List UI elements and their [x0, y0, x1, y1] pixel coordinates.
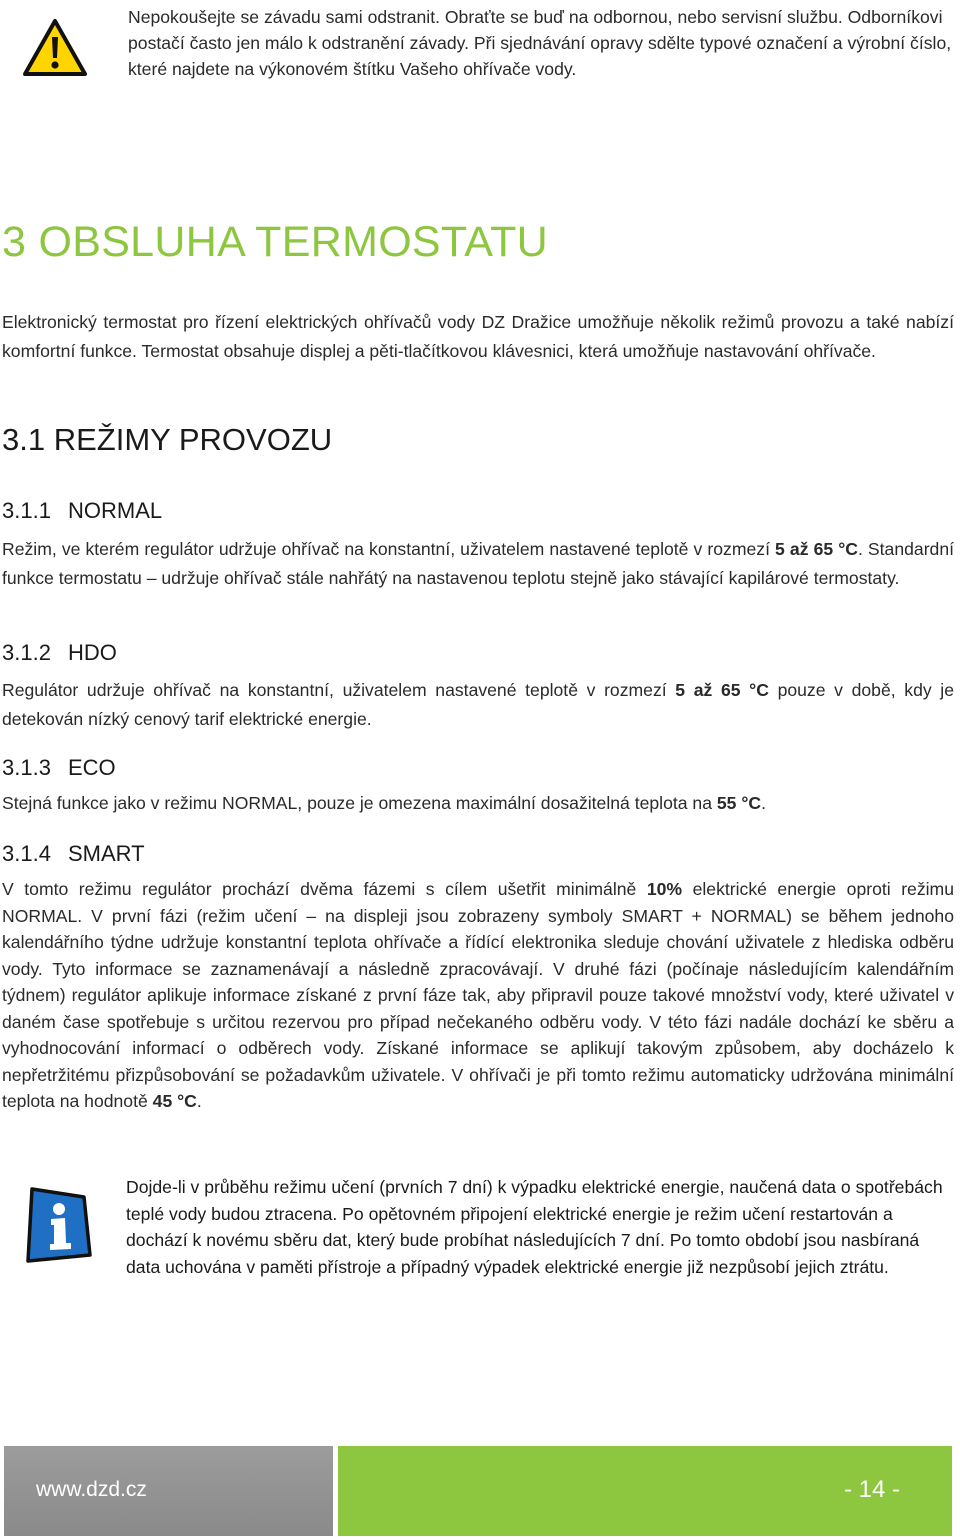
warning-notice: [0, 0, 960, 90]
warning-text: Nepokoušejte se závadu sami odstranit. Obraťte se buď na odbornou, nebo servisní službu. Odborníkovi postačí často jen málo k odstranění závady. Při sjednávání opravy sdělte typové označení a výrobní číslo, které najdete na výkonovém štítku Vašeho ohřívače vody.: [128, 7, 952, 79]
mode-description-eco: Stejná funkce jako v režimu NORMAL, pouze je omezena maximální dosažitelná teplota na 55 °C.: [2, 793, 766, 813]
footer-url-bar: [4, 1446, 333, 1536]
section-title: 3 OBSLUHA TERMOSTATU: [2, 218, 548, 266]
info-text: Dojde-li v průběhu režimu učení (prvních 7 dní) k výpadku elektrické energie, naučená data o spotřebách teplé vody budou ztracena. Po opětovném připojení elektrické energie je režim učení restartován a dochází k novému sběru dat, který bude probíhat následujících 7 dní. Po tomto období jsou nasbíraná data uchována v paměti přístroje a případný výpadek elektrické energie již nezpůsobí jejich ztrátu.: [126, 1177, 943, 1277]
footer-url[interactable]: www.dzd.cz: [36, 1478, 147, 1501]
subsection-title: 3.1 REŽIMY PROVOZU: [2, 422, 333, 457]
max-temperature: 55 °C: [716, 793, 762, 813]
mode-heading-hdo: [2, 640, 117, 666]
mode-description-normal: Režim, ve kterém regulátor udržuje ohřívač na konstantní, uživatelem nastavené teplotě v rozmezí 5 až 65 °C. Standardní funkce termostatu – udržuje ohřívač stále nahřátý na nastavenou teplotu stejně jako stávající kapilárové termostaty.: [2, 539, 955, 588]
mode-heading-eco: [2, 755, 116, 781]
mode-heading-normal: [2, 498, 162, 524]
footer-page-bar: [338, 1446, 952, 1536]
mode-heading-smart: [2, 841, 145, 867]
savings-percent: 10%: [646, 879, 683, 899]
mode-description-hdo: Regulátor udržuje ohřívač na konstantní, uživatelem nastavené teplotě v rozmezí 5 až 65 °C pouze v době, kdy je detekován nízký cenový tarif elektrické energie.: [2, 680, 954, 729]
section-intro: Elektronický termostat pro řízení elektrických ohřívačů vody DZ Dražice umožňuje několik režimů provozu a také nabízí komfortní funkce. Termostat obsahuje displej a pěti-tlačítkovou klávesnici, která umožňuje nastavování ohřívače.: [2, 312, 954, 361]
warning-triangle-icon: [22, 18, 88, 78]
mode-name: HDO: [68, 640, 117, 665]
mode-number: 3.1.1: [2, 498, 51, 523]
temperature-range: 5 až 65 °C: [775, 539, 858, 559]
mode-number: 3.1.4: [2, 841, 51, 866]
mode-number: 3.1.3: [2, 755, 51, 780]
mode-number: 3.1.2: [2, 640, 51, 665]
page-number: - 14 -: [843, 1476, 900, 1503]
mode-description-smart: V tomto režimu regulátor prochází dvěma fázemi s cílem ušetřit minimálně 10% elektrické energie oproti režimu NORMAL. V první fázi (režim učení – na displeji jsou zobrazeny symboly SMART + NORMAL) se během jednoho kalendářního týdne udržuje konstantní teplota ohřívače a řídící elektronika sleduje chování uživatele z hlediska odběru vody. Tyto informace se zaznamenávají a následně zpracovávají. V druhé fázi (počínaje následujícím kalendářním týdnem) regulátor aplikuje informace získané z první fáze tak, aby připravil pouze takové množství vody, které uživatel v daném čase spotřebuje s určitou rezervou pro případ nečekaného odběru vody. V této fázi nadále dochází ke sběru a vyhodnocování informací o odběrech vody. Získané informace se aplikují takovým způsobem, aby docházelo k nepřetržitému přizpůsobování se požadavkům uživatele. V ohřívači je při tomto režimu automaticky udržována minimální teplota na hodnotě 45 °C.: [2, 879, 954, 1111]
mode-name: NORMAL: [68, 498, 163, 523]
min-temperature: 45 °C: [152, 1091, 197, 1111]
mode-name: SMART: [68, 841, 145, 866]
mode-name: ECO: [68, 755, 116, 780]
info-icon: [22, 1185, 94, 1265]
temperature-range: 5 až 65 °C: [675, 680, 769, 700]
